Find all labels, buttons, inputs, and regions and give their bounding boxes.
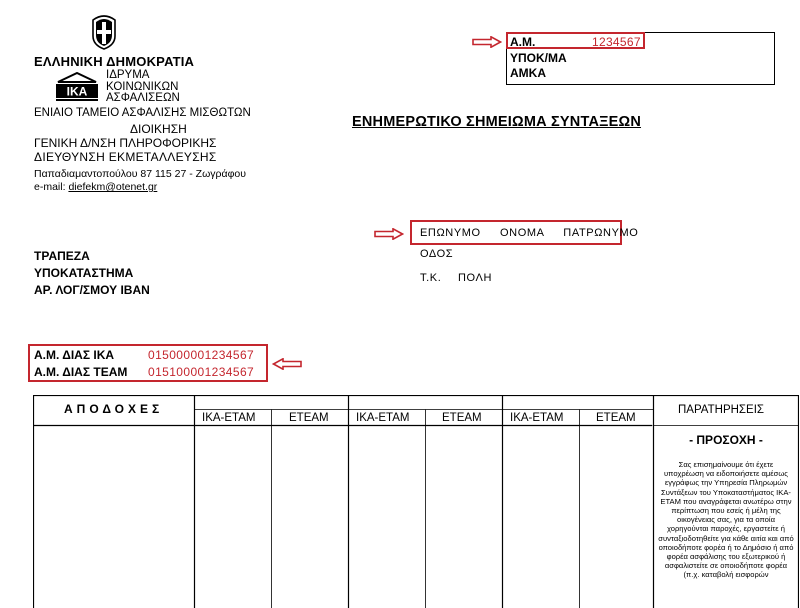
ika-logo bbox=[54, 72, 100, 102]
ika-logo-text: ΙΚΑ bbox=[66, 84, 88, 99]
dias-team-label: Α.Μ. ΔΙΑΣ ΤΕΑΜ bbox=[34, 365, 128, 379]
recipient-postcode: Τ.Κ. bbox=[420, 272, 442, 284]
left-arrow-icon bbox=[272, 358, 302, 370]
recipient-city: ΠΟΛΗ bbox=[458, 272, 492, 284]
dias-ika-value: 015000001234567 bbox=[148, 348, 255, 362]
email-link[interactable]: diefekm@otenet.gr bbox=[68, 181, 158, 193]
col-eteam-2: ΕΤΕΑΜ bbox=[442, 412, 482, 424]
am-label: Α.Μ. bbox=[510, 35, 536, 49]
recipient-street: ΟΔΟΣ bbox=[420, 248, 454, 260]
administration: ΔΙΟΙΚΗΣΗ bbox=[130, 122, 187, 136]
org-line-2: ΚΟΙΝΩΝΙΚΩΝ bbox=[106, 80, 179, 93]
col-eteam-1: ΕΤΕΑΜ bbox=[289, 412, 329, 424]
am-value: 1234567 bbox=[592, 35, 641, 49]
org-line-1: ΙΔΡΥΜΑ bbox=[106, 69, 150, 81]
government-title: ΕΛΛΗΝΙΚΗ ΔΗΜΟΚΡΑΤΙΑ bbox=[34, 54, 195, 69]
iban-label: ΑΡ. ΛΟΓ/ΣΜΟΥ ΙΒΑΝ bbox=[34, 283, 150, 297]
directorate: ΔΙΕΥΘΥΝΣΗ ΕΚΜΕΤΑΛΛΕΥΣΗΣ bbox=[34, 150, 217, 164]
fund-name: ΕΝΙΑΙΟ ΤΑΜΕΙΟ ΑΣΦΑΛΙΣΗΣ ΜΙΣΘΩΤΩΝ bbox=[34, 107, 251, 119]
col-ika-1: ΙΚΑ-ΕΤΑΜ bbox=[202, 412, 256, 424]
email-label: e-mail: bbox=[34, 181, 69, 193]
general-directorate: ΓΕΝΙΚΗ Δ/ΝΣΗ ΠΛΗΡΟΦΟΡΙΚΗΣ bbox=[34, 136, 217, 150]
notice-title: - ΠΡΟΣΟΧΗ - bbox=[689, 433, 763, 447]
dias-team-value: 015100001234567 bbox=[148, 365, 255, 379]
remarks-header: ΠΑΡΑΤΗΡΗΣΕΙΣ bbox=[678, 404, 764, 416]
notice-text: Σας επισημαίνουμε ότι έχετε υποχρέωση να ειδοποιήσετε αμέσως εγγράφως την Υπηρεσία Πληρωμών Συντάξεων του Υποκαταστήματος ΙΚΑ-ΕΤΑΜ που αναγράφεται ανωτέρω στην περίπτωση που εσείς ή μέλη της οικογένειας σας, για τα οποία χορηγούνται παροχές, εργαστείτε ή συνταξιοδοτηθείτε για κάθε αιτία και από οποιοδήποτε φορέα ή το Δημόσιο ή από φορέα ασφάλισης του εξωτερικού ή ασφαλιστείτε σε οποιοδήποτε φορέα (π.χ. καταβολή εισφορών bbox=[658, 460, 794, 580]
address: Παπαδιαμαντοπούλου 87 115 27 - Ζωγράφου bbox=[34, 168, 246, 180]
col-ika-3: ΙΚΑ-ΕΤΑΜ bbox=[510, 412, 564, 424]
document-title: ΕΝΗΜΕΡΩΤΙΚΟ ΣΗΜΕΙΩΜΑ ΣΥΝΤΑΞΕΩΝ bbox=[352, 114, 642, 130]
org-name bbox=[106, 70, 180, 105]
dias-ika-label: Α.Μ. ΔΙΑΣ ΙΚΑ bbox=[34, 348, 115, 362]
branch-label: ΥΠΟΚΑΤΑΣΤΗΜΑ bbox=[34, 266, 134, 280]
right-arrow-icon bbox=[472, 36, 502, 48]
earnings-header: ΑΠΟΔΟΧΕΣ bbox=[64, 402, 164, 416]
branch-code-label: ΥΠΟΚ/ΜΑ bbox=[510, 51, 567, 65]
amka-label: ΑΜΚΑ bbox=[510, 66, 546, 80]
org-line-3: ΑΣΦΑΛΙΣΕΩΝ bbox=[106, 92, 180, 104]
recipient-name: ΕΠΩΝΥΜΟ ΟΝΟΜΑ ΠΑΤΡΩΝΥΜΟ bbox=[420, 227, 639, 239]
col-eteam-3: ΕΤΕΑΜ bbox=[596, 412, 636, 424]
bank-label: ΤΡΑΠΕΖΑ bbox=[34, 249, 90, 263]
coat-of-arms-icon bbox=[88, 14, 120, 50]
right-arrow-icon bbox=[374, 228, 404, 240]
email-line bbox=[34, 181, 157, 193]
col-ika-2: ΙΚΑ-ΕΤΑΜ bbox=[356, 412, 410, 424]
